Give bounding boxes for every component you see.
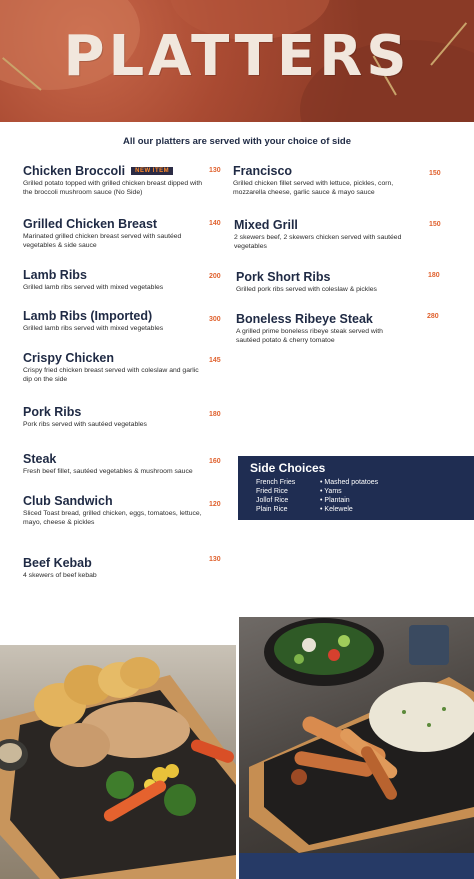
item-name: Boneless Ribeye Steak [236, 312, 373, 326]
side-option: Fried Rice [256, 488, 288, 495]
item-description: Grilled lamb ribs served with mixed vegetables [23, 284, 164, 291]
item-price: 300 [209, 316, 221, 323]
item-price: 150 [429, 221, 441, 228]
menu-item-francisco [233, 164, 418, 197]
chicken-platter-photo [0, 645, 236, 879]
menu-item-grilled-chicken-breast [23, 217, 208, 250]
menu-item-steak [23, 452, 218, 476]
hero-banner [0, 0, 474, 122]
item-name: Grilled Chicken Breast [23, 217, 158, 231]
squid-rice-illustration [239, 617, 474, 853]
item-description: Crispy fried chicken breast served with coleslaw and garlic dip on the side [23, 367, 199, 384]
menu-item-mixed-grill [234, 218, 414, 251]
side-option: Mashed potatoes [324, 479, 379, 486]
menu-item-club-sandwich [23, 494, 208, 527]
menu-item-pork-short-ribs [236, 270, 421, 294]
menu-item-beef-kebab [23, 556, 208, 580]
item-name: Lamb Ribs (Imported) [23, 309, 153, 323]
side-option: Jollof Rice [256, 497, 289, 504]
item-name: Lamb Ribs [23, 268, 87, 282]
menu-item-lamb-ribs-imported [23, 309, 208, 333]
item-price: 140 [209, 220, 221, 227]
bottom-accent-bar [239, 853, 474, 879]
item-name: Francisco [233, 164, 293, 178]
item-description: Grilled potato topped with grilled chicken breast dipped with the broccoli mushroom sauce (No Side) [23, 180, 203, 197]
squid-rice-photo [239, 617, 474, 853]
item-description: 4 skewers of beef kebab [23, 572, 97, 579]
side-choices-title: Side Choices [250, 461, 326, 475]
item-name: Pork Short Ribs [236, 270, 331, 284]
item-price: 180 [209, 411, 221, 418]
page-title: PLATTERS [63, 24, 411, 89]
item-price: 130 [209, 556, 221, 563]
item-price: 180 [428, 272, 440, 279]
item-price: 145 [209, 357, 221, 364]
item-description: 2 skewers beef, 2 skewers chicken served with sautéed vegetables [234, 234, 402, 251]
item-description: Marinated grilled chicken breast served with sautéed vegetables & side sauce [23, 233, 182, 250]
menu-item-chicken-broccoli [23, 164, 208, 197]
item-price: 280 [427, 313, 439, 320]
side-list-1 [256, 478, 295, 514]
menu-item-pork-ribs [23, 405, 208, 429]
side-option: Kelewele [324, 506, 353, 513]
item-description: Sliced Toast bread, grilled chicken, eggs, tomatoes, lettuce, mayo, cheese & pickles [23, 510, 202, 527]
item-price: 150 [429, 170, 441, 177]
item-name: Club Sandwich [23, 494, 113, 508]
side-choices-panel [238, 456, 474, 520]
menu-item-boneless-ribeye-steak [236, 312, 401, 345]
menu-item-lamb-ribs [23, 268, 208, 292]
side-option: Plain Rice [256, 506, 288, 513]
side-option: French Fries [256, 479, 296, 486]
item-price: 120 [209, 501, 221, 508]
item-description: Pork ribs served with sautéed vegetables [23, 421, 147, 428]
new-item-badge: NEW ITEM [131, 167, 173, 175]
item-name: Pork Ribs [23, 405, 82, 419]
item-description: A grilled prime boneless ribeye steak served with sautéed potato & cherry tomatoe [236, 328, 383, 345]
item-name: Mixed Grill [234, 218, 298, 232]
chicken-platter-illustration [0, 645, 236, 879]
item-name: Steak [23, 452, 57, 466]
item-price: 160 [209, 458, 221, 465]
side-list-2: • Mashed potatoes • Yams • Plantain • Kelewele [320, 479, 379, 513]
item-description: Grilled chicken fillet served with lettuce, pickles, corn, mozzarella cheese, garlic sauce & mayo sauce [233, 180, 394, 197]
side-option: Plantain [324, 497, 350, 504]
menu-subtitle: All our platters are served with your choice of side [122, 136, 352, 147]
item-price: 130 [209, 167, 221, 174]
item-description: Grilled lamb ribs served with mixed vegetables [23, 325, 164, 332]
item-price: 200 [209, 273, 221, 280]
item-name: Chicken Broccoli [23, 164, 126, 178]
menu-item-crispy-chicken [23, 351, 208, 384]
item-description: Fresh beef fillet, sautéed vegetables & mushroom sauce [23, 468, 193, 475]
item-name: Crispy Chicken [23, 351, 115, 365]
side-option: Yams [324, 488, 342, 495]
item-name: Beef Kebab [23, 556, 92, 570]
item-description: Grilled pork ribs served with coleslaw & pickles [236, 286, 377, 293]
